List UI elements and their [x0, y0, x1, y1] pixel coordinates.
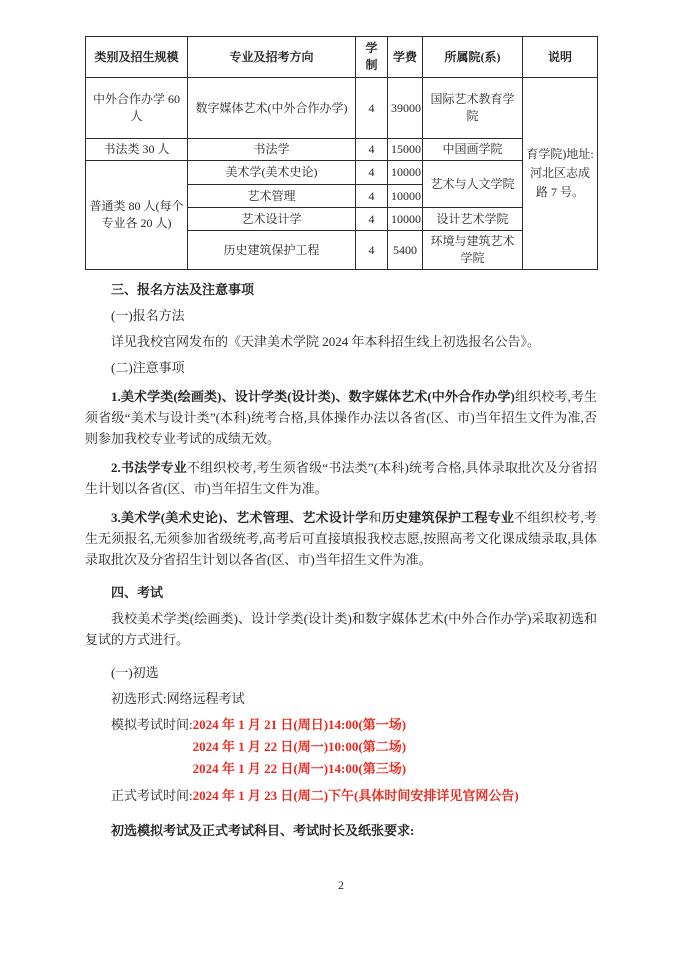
duration-cell: 4 [356, 231, 388, 270]
duration-cell: 4 [356, 208, 388, 231]
mock-time-line: 2024 年 1 月 21 日(周日)14:00(第一场) [192, 717, 407, 732]
section-heading-3: 三、报名方法及注意事项 [111, 282, 255, 297]
notice-item-2 [85, 457, 597, 499]
mock-time-line: 2024 年 1 月 22 日(周一)10:00(第二场) [192, 739, 407, 754]
sub-heading-notes: (二)注意事项 [111, 360, 185, 375]
duration-cell: 4 [356, 185, 388, 208]
major-cell: 数字媒体艺术(中外合作办学) [188, 78, 356, 139]
notice-item-1-bold: 1.美术学类(绘画类)、设计学类(设计类)、数字媒体艺术(中外合作办学) [111, 389, 515, 404]
notice-item-3-text: 不组织校考,考生无须报名,无须参加省级统考,高考后可直接填报我校志愿,按照高考文化课成绩录取,具体录取批次及分省招生计划以各省(区、市)当年招生文件为准。 [85, 510, 597, 567]
header-remark: 说明 [523, 37, 598, 78]
table-row [86, 139, 598, 161]
notice-item-3-bold2: 历史建筑保护工程专业 [381, 510, 515, 525]
section-heading-4: 四、考试 [111, 585, 164, 600]
document-body [85, 279, 597, 896]
fee-cell: 10000 [388, 185, 423, 208]
header-fee: 学费 [388, 37, 423, 78]
category-cell: 书法类 30 人 [86, 139, 188, 161]
department-cell: 艺术与人文学院 [423, 161, 523, 208]
duration-cell: 4 [356, 78, 388, 139]
table-row [86, 161, 598, 185]
fee-cell: 10000 [388, 161, 423, 185]
notice-item-1 [85, 386, 597, 449]
fee-cell: 5400 [388, 231, 423, 270]
mock-time-list [193, 714, 406, 780]
major-cell: 历史建筑保护工程 [188, 231, 356, 270]
paragraph-exam: 我校美术学类(绘画类)、设计学类(设计类)和数字媒体艺术(中外合作办学)采取初选和复试的方式进行。 [85, 611, 597, 647]
major-cell: 书法学 [188, 139, 356, 161]
fee-cell: 10000 [388, 208, 423, 231]
mock-time-label: 模拟考试时间: [111, 717, 193, 732]
paragraph-form: 初选形式:网络远程考试 [111, 691, 245, 706]
header-duration: 学制 [356, 37, 388, 78]
table-row [86, 78, 598, 139]
major-cell: 艺术设计学 [188, 208, 356, 231]
fee-cell: 39000 [388, 78, 423, 139]
category-cell: 普通类 80 人(每个专业各 20 人) [86, 161, 188, 270]
department-cell: 国际艺术教育学院 [423, 78, 523, 139]
notice-item-2-bold: 2.书法学专业 [111, 460, 187, 475]
sub-heading-method: (一)报名方法 [111, 308, 185, 323]
notice-item-1-text: 组织校考,考生须省级“美术与设计类”(本科)统考合格,具体操作办法以各省(区、市)当年招生文件为准,否则参加我校专业考试的成绩无效。 [85, 389, 597, 446]
duration-cell: 4 [356, 139, 388, 161]
header-major: 专业及招考方向 [188, 37, 356, 78]
notice-item-2-text: 不组织校考,考生须省级“书法类”(本科)统考合格,具体录取批次及分省招生计划以各省(区、市)当年招生文件为准。 [85, 460, 597, 496]
department-cell: 设计艺术学院 [423, 208, 523, 231]
paragraph-method: 详见我校官网发布的《天津美术学院 2024 年本科招生线上初选报名公告》。 [111, 334, 541, 349]
header-department: 所属院(系) [423, 37, 523, 78]
header-category: 类别及招生规模 [86, 37, 188, 78]
fee-cell: 15000 [388, 139, 423, 161]
admissions-table [85, 36, 598, 270]
sub-heading-preselect: (一)初选 [111, 665, 159, 680]
major-cell: 美术学(美术史论) [188, 161, 356, 185]
requirements-title: 初选模拟考试及正式考试科目、考试时长及纸张要求: [111, 823, 415, 838]
formal-time-value: 2024 年 1 月 23 日(周二)下午(具体时间安排详见官网公告) [192, 788, 519, 803]
formal-time-block [85, 785, 597, 807]
notice-item-3-mid: 和 [368, 510, 382, 525]
duration-cell: 4 [356, 161, 388, 185]
mock-time-block [85, 714, 597, 780]
formal-time-label: 正式考试时间: [111, 788, 193, 803]
department-cell: 中国画学院 [423, 139, 523, 161]
notice-item-3-bold1: 3.美术学(美术史论)、艺术管理、艺术设计学 [111, 510, 369, 525]
category-cell: 中外合作办学 60 人 [86, 78, 188, 139]
department-cell: 环境与建筑艺术学院 [423, 231, 523, 270]
mock-time-line: 2024 年 1 月 22 日(周一)14:00(第三场) [192, 761, 407, 776]
page-number: 2 [338, 878, 344, 892]
table-header-row [86, 37, 598, 78]
notice-item-3 [85, 507, 597, 570]
major-cell: 艺术管理 [188, 185, 356, 208]
remark-cell: 育学院)地址:河北区志成路 7 号。 [523, 78, 598, 270]
